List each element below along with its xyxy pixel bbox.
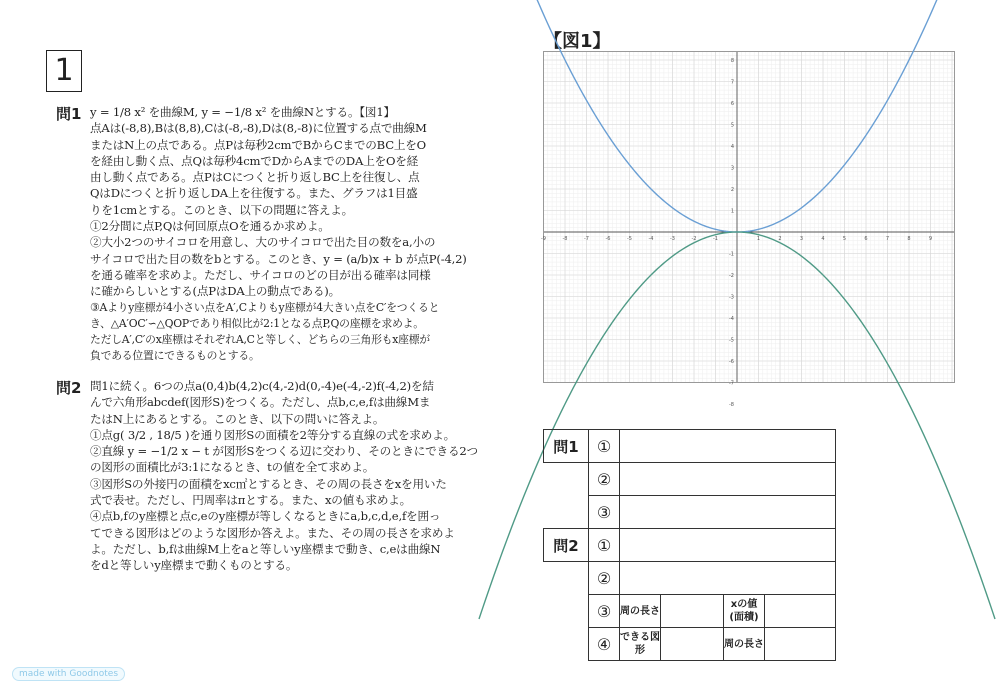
q1-line: ②大小2つのサイコロを用意し、大のサイコロで出た目の数をa,小の [90, 235, 436, 250]
y-tick-label: -1 [729, 251, 734, 258]
y-tick-label: -3 [729, 294, 734, 301]
q2-line: 問1に続く。6つの点a(0,4)b(4,2)c(4,-2)d(0,-4)e(-4,-2)f(-4,2)を結 [90, 379, 434, 393]
x-tick-label: -2 [691, 236, 697, 242]
x-tick-label: -1 [713, 236, 718, 242]
x-tick-label: 8 [907, 236, 911, 242]
x-value-label: xの値(面積) [724, 595, 765, 628]
y-tick-label: 3 [730, 165, 734, 172]
y-tick-label: 5 [730, 122, 734, 129]
x-tick-label: 4 [821, 236, 825, 242]
answer-q1-label: 問1 [544, 430, 589, 463]
y-tick-label: -8 [729, 402, 734, 408]
y-tick-label: 8 [730, 58, 734, 64]
q2-label: 問2 [56, 379, 82, 397]
x-tick-label: 3 [799, 236, 804, 242]
x-tick-label: 7 [885, 236, 890, 242]
x-tick-label: -8 [562, 236, 568, 242]
answer-cell[interactable] [620, 496, 836, 529]
answer-number: ② [589, 562, 620, 595]
x-tick-label: 9 [928, 236, 933, 242]
answer-number: ① [589, 430, 620, 463]
q1-line: 負である位置にできるものとする。 [90, 349, 260, 363]
x-tick-labels [541, 236, 932, 242]
q1-text [90, 104, 467, 365]
q2-line: をdと等しいy座標まで動くものとする。 [90, 558, 298, 573]
q1-line: に確からしいとする(点PはDA上の動点である)。 [90, 284, 340, 299]
y-tick-label: 6 [730, 101, 734, 107]
q1-line: ただしA′,C′のx座標はそれぞれA,Cと等しく、どちらの三角形もx座標が [90, 333, 430, 347]
x-tick-label: -7 [584, 236, 589, 242]
y-tick-label: -5 [729, 337, 734, 344]
answer-cell[interactable] [620, 529, 836, 562]
answer-cell[interactable] [765, 595, 836, 628]
figure-title: 【図1】 [544, 31, 611, 52]
y-tick-label: 4 [730, 144, 734, 150]
q2-line: たはN上にあるとする。このとき、以下の問いに答えよ。 [90, 411, 385, 426]
q2-line: よ。ただし、b,fは曲線M上をaと等しいy座標まで動き、c,eは曲線N [90, 541, 441, 556]
y-tick-label: 1 [730, 208, 734, 215]
q1-line: を通る確率を求めよ。ただし、サイコロのどの目が出る確率は同様 [90, 267, 431, 282]
x-tick-label: -5 [627, 236, 632, 242]
answer-cell[interactable] [620, 562, 836, 595]
x-tick-label: -4 [648, 236, 654, 242]
y-tick-label: -2 [729, 273, 734, 279]
q1-line: 由し動く点である。点PはCにつくと折り返しBC上を往復し、点 [90, 170, 420, 185]
perimeter-label: 周の長さ [620, 595, 661, 628]
q1-line: き、△A′OC′∽△QOPであり相似比が2:1となる点P,Qの座標を求めよ。 [90, 316, 424, 330]
answer-cell[interactable] [620, 430, 836, 463]
q1-label: 問1 [56, 105, 82, 123]
q2-line: ③図形Sの外接円の面積をxc㎡とするとき、その周の長さをxを用いた [90, 476, 447, 491]
answer-cell[interactable] [620, 463, 836, 496]
answer-cell[interactable] [661, 595, 724, 628]
q1-line: ③Aよりy座標が4小さい点をA′,Cよりもy座標が4大きい点をC′をつくると [90, 300, 440, 314]
q2-line: 式で表せ。ただし、円周率はπとする。また、xの値も求めよ。 [90, 493, 412, 508]
y-tick-label: 2 [730, 187, 734, 193]
q2-line: んで六角形abcdef(図形S)をつくる。ただし、点b,c,e,fは曲線Mま [90, 395, 431, 410]
answer-q2-label: 問2 [544, 529, 589, 562]
x-tick-label: -6 [605, 236, 611, 242]
q2-line: の図形の面積比が3:1になるとき、tの値を全て求めよ。 [90, 460, 375, 475]
q1-line: y = 1/8 x² を曲線M, y = −1/8 x² を曲線Nとする。【図1】 [90, 105, 395, 119]
answer-number: ③ [589, 496, 620, 529]
q2-line: ②直線 y = −1/2 x − t が図形Sをつくる辺に交わり、そのときにできる2つ [90, 444, 478, 459]
answer-number: ② [589, 463, 620, 496]
parabola-graph [541, 51, 955, 408]
q1-line: を経由し動く点、点Qは毎秒4cmでDからAまでのDA上をOを経 [90, 153, 419, 168]
perimeter-label-2: 周の長さ [724, 628, 765, 661]
answer-cell[interactable] [765, 628, 836, 661]
q2-text [90, 378, 478, 574]
q2-line: ④点b,fのy座標と点c,eのy座標が等しくなるときにa,b,c,d,e,fを囲っ [90, 509, 441, 524]
problem-number: 1 [46, 50, 82, 92]
q1-line: QはDにつくと折り返しDA上を往復する。また、グラフは1目盛 [90, 186, 418, 201]
x-tick-label: 1 [756, 236, 761, 242]
q2-line: ①点g( 3/2 , 18/5 )を通り図形Sの面積を2等分する直線の式を求めよ。 [90, 427, 455, 442]
goodnotes-watermark: made with Goodnotes [12, 667, 125, 681]
answer-table [543, 429, 836, 661]
q2-line: てできる図形はどのような図形か答えよ。また、その周の長さを求めよ [90, 525, 455, 540]
q1-line: ①2分間に点P,Qは何回原点Oを通るか求めよ。 [90, 219, 330, 234]
q1-line: サイコロで出た目の数をbとする。このとき、y = (a/b)x + b が点P(-4,2) [90, 251, 467, 266]
y-tick-label: -4 [729, 316, 734, 322]
answer-cell[interactable] [661, 628, 724, 661]
x-tick-label: 6 [864, 236, 868, 242]
q1-line: りを1cmとする。このとき、以下の問題に答えよ。 [90, 202, 354, 217]
y-tick-label: 7 [730, 79, 734, 86]
answer-number: ① [589, 529, 620, 562]
x-tick-label: 2 [778, 236, 782, 242]
x-tick-label: -3 [670, 236, 675, 242]
q1-line: またはN上の点である。点Pは毎秒2cmでBからCまでのBC上をO [90, 137, 426, 152]
x-tick-label: -9 [541, 236, 546, 242]
y-tick-label: -6 [729, 359, 734, 365]
answer-number: ③ [589, 595, 620, 628]
q1-line: 点Aは(-8,8),Bは(8,8),Cは(-8,-8),Dは(8,-8)に位置する点で曲線M [90, 121, 427, 136]
shape-label: できる図形 [620, 628, 661, 661]
x-tick-label: 5 [842, 236, 847, 242]
answer-number: ④ [589, 628, 620, 661]
y-tick-label: -7 [729, 380, 734, 387]
